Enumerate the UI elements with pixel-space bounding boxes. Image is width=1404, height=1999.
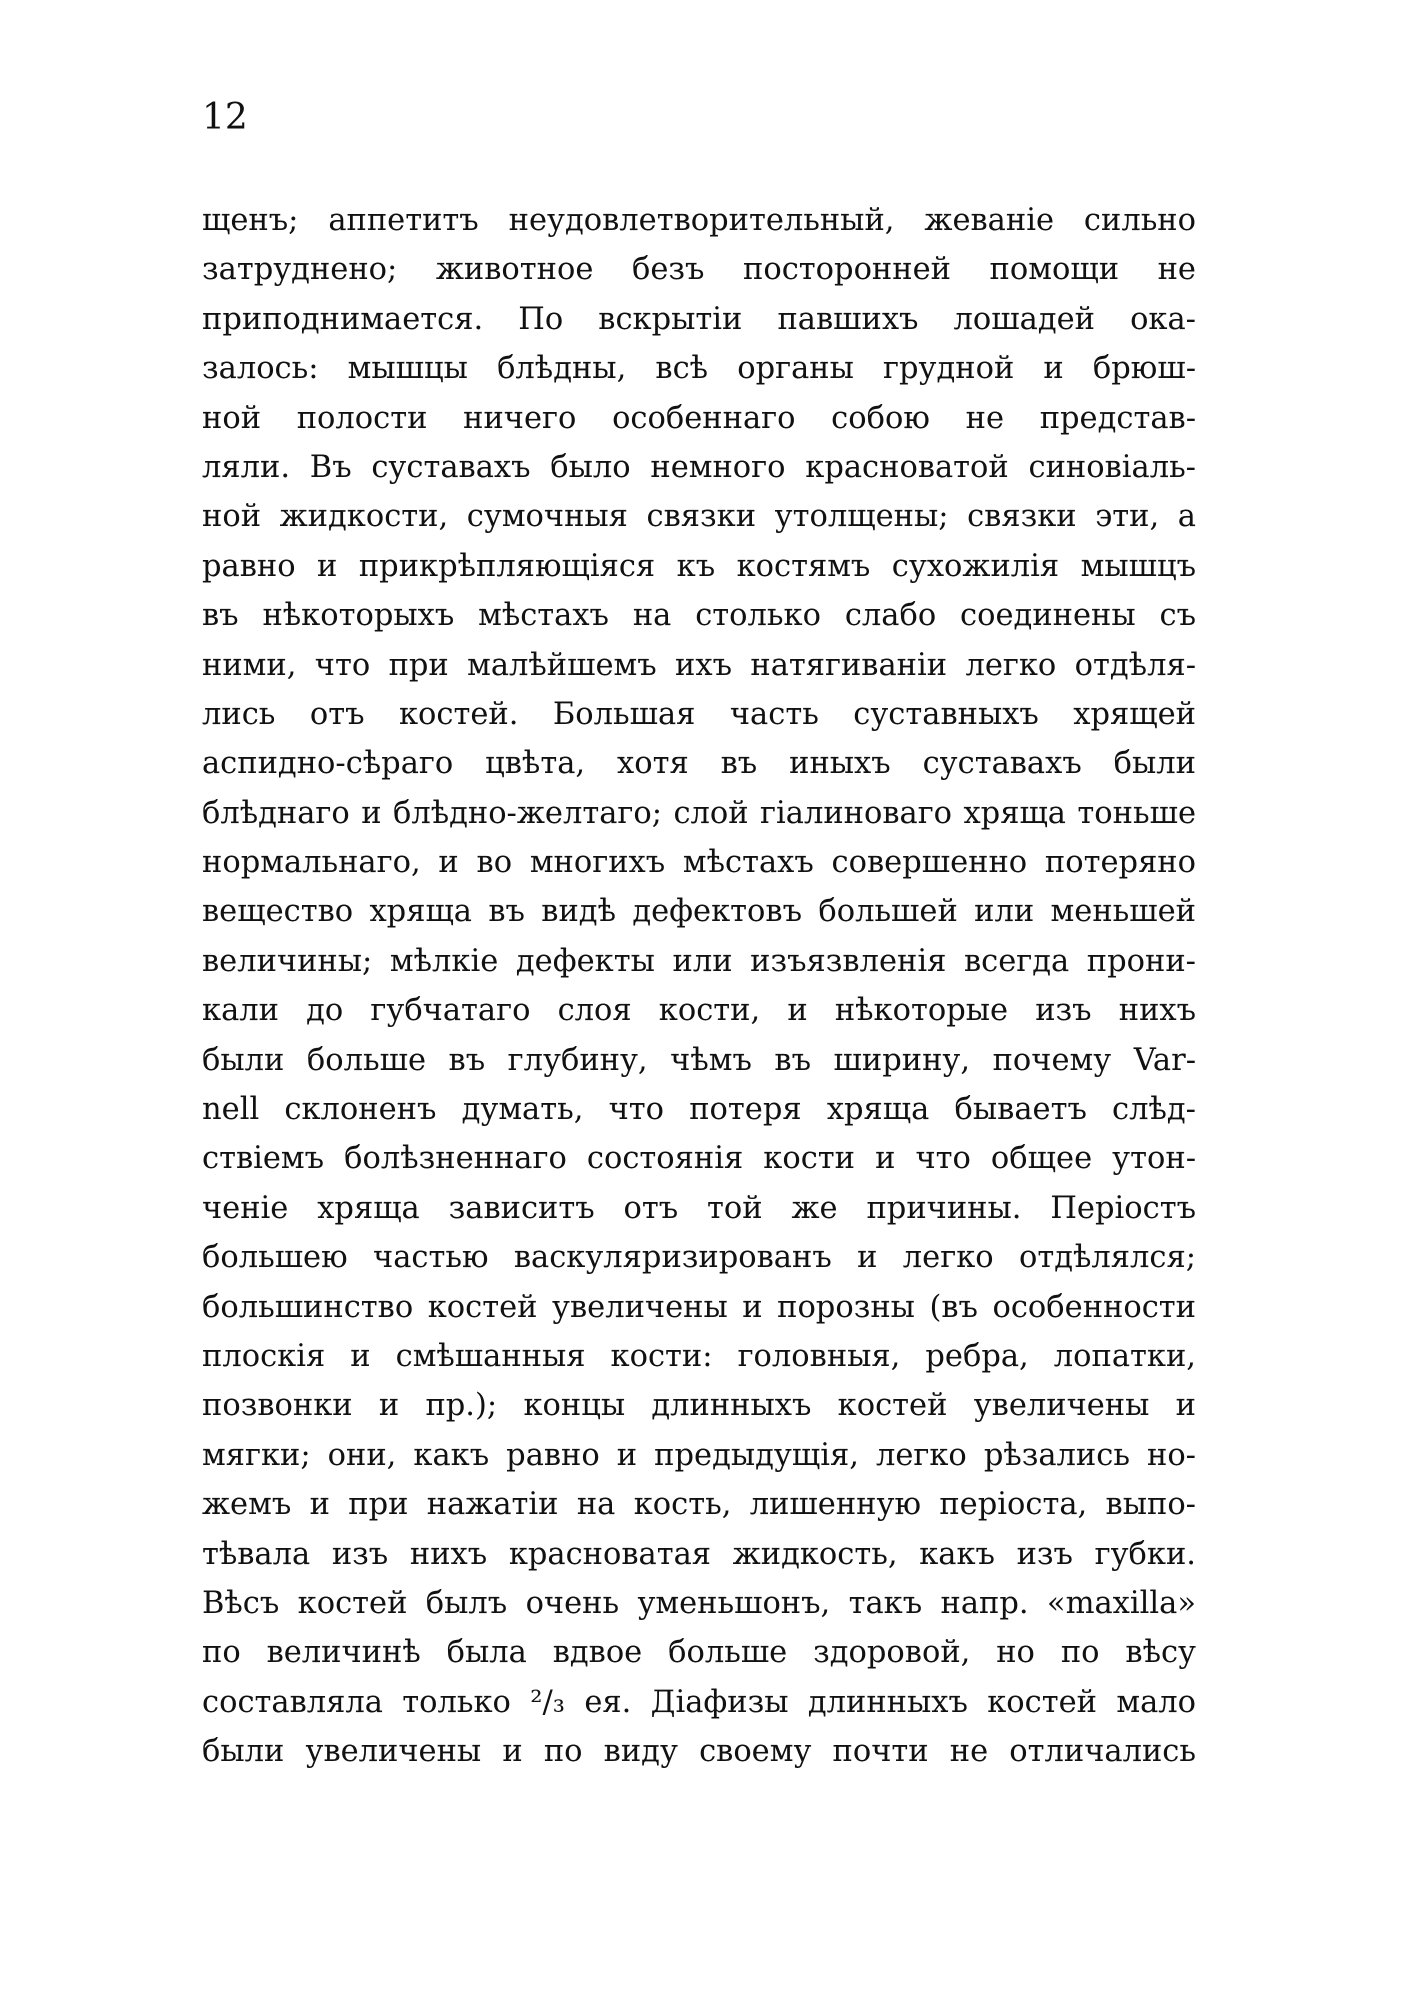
text-line: были больше въ глубину, чѣмъ въ ширину, почему Var- (202, 1042, 1196, 1078)
text-line: величины; мѣлкіе дефекты или изъязвленія всегда прони- (202, 943, 1196, 979)
text-line: ченіе хряща зависитъ отъ той же причины. Періостъ (202, 1190, 1196, 1226)
text-line: Вѣсъ костей былъ очень уменьшонъ, такъ напр. «maxilla» (202, 1585, 1196, 1621)
text-line: равно и прикрѣпляющіяся къ костямъ сухожилія мышцъ (202, 548, 1196, 584)
text-line: ними, что при малѣйшемъ ихъ натягиваніи легко отдѣля- (202, 647, 1196, 683)
text-line: ствіемъ болѣзненнаго состоянія кости и что общее утон- (202, 1141, 1196, 1177)
text-line: мягки; они, какъ равно и предыдущія, легко рѣзались но- (202, 1437, 1196, 1473)
text-line: составляла только ²/₃ ея. Діафизы длинныхъ костей мало (202, 1684, 1196, 1720)
text-line: блѣднаго и блѣдно-желтаго; слой гіалиноваго хряща тоньше (202, 795, 1196, 831)
text-line: нормальнаго, и во многихъ мѣстахъ совершенно потеряно (202, 845, 1196, 881)
text-line: въ нѣкоторыхъ мѣстахъ на столько слабо соединены съ (202, 598, 1196, 634)
text-line: были увеличены и по виду своему почти не отличались (202, 1734, 1196, 1770)
text-line: большинство костей увеличены и порозны (въ особенности (202, 1289, 1196, 1325)
text-line: приподнимается. По вскрытіи павшихъ лошадей ока- (202, 301, 1196, 337)
text-line: плоскія и смѣшанныя кости: головныя, ребра, лопатки, (202, 1338, 1196, 1374)
page-number: 12 (202, 97, 248, 138)
text-line: лись отъ костей. Большая часть суставныхъ хрящей (202, 696, 1196, 732)
text-line: позвонки и пр.); концы длинныхъ костей увеличены и (202, 1388, 1196, 1424)
text-line: щенъ; аппетитъ неудовлетворительный, жеваніе сильно (202, 203, 1196, 238)
text-line: по величинѣ была вдвое больше здоровой, но по вѣсу (202, 1635, 1196, 1671)
text-line: тѣвала изъ нихъ красноватая жидкость, какъ изъ губки. (202, 1536, 1196, 1572)
text-line: большею частью васкуляризированъ и легко отдѣлялся; (202, 1240, 1196, 1276)
text-line: вещество хряща въ видѣ дефектовъ большей или меньшей (202, 894, 1196, 930)
text-line: ной полости ничего особеннаго собою не представ- (202, 400, 1196, 436)
text-line: жемъ и при нажатіи на кость, лишенную періоста, выпо- (202, 1487, 1196, 1523)
text-line: кали до губчатаго слоя кости, и нѣкоторые изъ нихъ (202, 993, 1196, 1029)
body-text (202, 196, 1196, 1777)
text-line: залось: мышцы блѣдны, всѣ органы грудной и брюш- (202, 351, 1196, 387)
text-line: затруднено; животное безъ посторонней помощи не (202, 252, 1196, 288)
text-line: nell склоненъ думать, что потеря хряща бываетъ слѣд- (202, 1092, 1196, 1128)
text-line: ной жидкости, сумочныя связки утолщены; связки эти, а (202, 499, 1196, 535)
text-line: ляли. Въ суставахъ было немного красноватой синовіаль- (202, 449, 1196, 485)
text-line: аспидно-сѣраго цвѣта, хотя въ иныхъ суставахъ были (202, 746, 1196, 782)
